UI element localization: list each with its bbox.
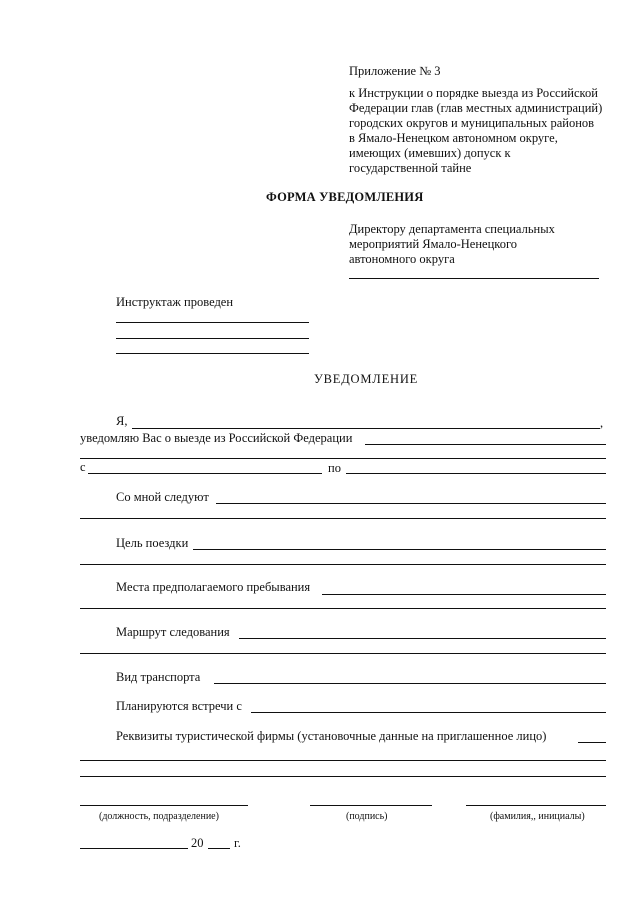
places-line-2[interactable] (80, 608, 606, 609)
form-title: ФОРМА УВЕДОМЛЕНИЯ (266, 190, 424, 204)
date-day-month-line[interactable] (80, 848, 188, 849)
places-line[interactable] (322, 594, 606, 595)
i-label: Я, (116, 414, 128, 428)
route-line[interactable] (239, 638, 606, 639)
agency-line-2[interactable] (80, 760, 606, 761)
purpose-line[interactable] (193, 549, 606, 550)
addressee-line-2: мероприятий Ямало-Ненецкого (349, 237, 518, 251)
meetings-line[interactable] (251, 712, 606, 713)
notify-label: уведомляю Вас о выезде из Российской Федерации (80, 431, 353, 445)
meetings-label: Планируются встречи с (116, 699, 242, 713)
to-date-line[interactable] (346, 473, 606, 474)
companions-line-2[interactable] (80, 518, 606, 519)
purpose-line-2[interactable] (80, 564, 606, 565)
annex-line-6: государственной тайне (349, 161, 472, 175)
route-line-2[interactable] (80, 653, 606, 654)
annex-line-2: Федерации глав (глав местных администраций) (349, 101, 603, 115)
notify-line[interactable] (365, 444, 606, 445)
addressee-blank-line[interactable] (349, 278, 599, 279)
position-line[interactable] (80, 805, 248, 806)
companions-label: Со мной следуют (116, 490, 209, 504)
i-name-line[interactable] (132, 428, 600, 429)
name-line[interactable] (466, 805, 606, 806)
places-label: Места предполагаемого пребывания (116, 580, 311, 594)
transport-label: Вид транспорта (116, 670, 201, 684)
addressee-line-1: Директору департамента специальных (349, 222, 555, 236)
agency-label: Реквизиты туристической фирмы (установочные данные на приглашенное лицо) (116, 729, 547, 743)
annex-title: Приложение № 3 (349, 64, 441, 78)
agency-line[interactable] (578, 742, 606, 743)
annex-line-1: к Инструкции о порядке выезда из Российской (349, 86, 598, 100)
annex-line-3: городских округов и муниципальных районов (349, 116, 595, 130)
briefing-line-1[interactable] (116, 322, 309, 323)
signature-line[interactable] (310, 805, 432, 806)
companions-line[interactable] (216, 503, 606, 504)
annex-line-5: имеющих (имевших) допуск к (349, 146, 511, 160)
briefing-line-3[interactable] (116, 353, 309, 354)
name-caption: (фамилия,, инициалы) (490, 811, 585, 822)
notify-line-2[interactable] (80, 458, 606, 459)
year-suffix: г. (234, 836, 241, 850)
addressee-line-3: автономного округа (349, 252, 455, 266)
year-line[interactable] (208, 848, 230, 849)
signature-caption: (подпись) (346, 811, 388, 822)
purpose-label: Цель поездки (116, 536, 189, 550)
agency-line-3[interactable] (80, 776, 606, 777)
i-end-comma: , (600, 416, 604, 430)
briefing-line-2[interactable] (116, 338, 309, 339)
route-label: Маршрут следования (116, 625, 230, 639)
notice-title: УВЕДОМЛЕНИЕ (314, 372, 419, 386)
year-prefix: 20 (191, 836, 204, 850)
transport-line[interactable] (214, 683, 606, 684)
from-label: с (80, 460, 86, 474)
annex-line-4: в Ямало-Ненецком автономном округе, (349, 131, 558, 145)
from-date-line[interactable] (88, 473, 322, 474)
briefing-label: Инструктаж проведен (116, 295, 234, 309)
to-label: по (328, 461, 341, 475)
position-caption: (должность, подразделение) (99, 811, 219, 822)
